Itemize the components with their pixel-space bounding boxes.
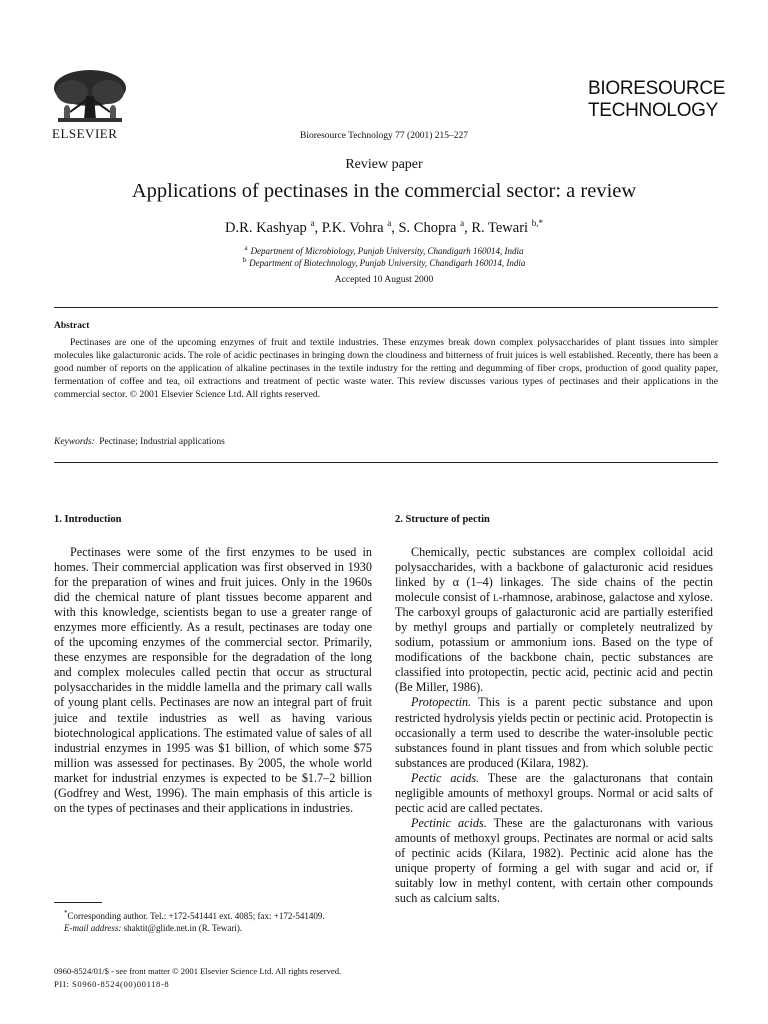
affiliation	[0, 256, 768, 268]
affiliation-text: Department of Microbiology, Punjab University, Chandigarh 160014, India	[250, 246, 524, 256]
introduction-paragraph: Pectinases were some of the first enzymes to be used in homes. Their commercial application was first observed in 1930 for the preparation of wines and fruit juices. Only in the 1960s did the chemical nature of plant tissues become apparent and with this knowledge, scientists began to use a greater range of enzymes more efficiently. As a result, pectinases are today one of the upcoming enzymes of the commercial sector. Primarily, these enzymes are responsible for the degradation of the long and complex molecules called pectin that occur as structural polysaccharides in the middle lamella and the primary call walls of young plant cells. Pectinases are now an integral part of fruit juice and textile industries as well as having various biotechnological applications. The estimated value of sales of all industrial enzymes in 1995 was $1 billion, of which some $75 million was assessed for pectinases. By 2005, the whole world market for industrial enzymes is expected to be $1.7–2 billion (Godfrey and West, 1996). The main emphasis of this article is on the types of pectinases and their applications in industries.	[54, 545, 372, 815]
pectic-acids-paragraph	[395, 771, 713, 816]
email-line	[54, 922, 372, 934]
author-affil-mark: a	[387, 218, 392, 228]
email-label: E-mail address:	[64, 923, 122, 933]
term: Pectic acids.	[411, 770, 480, 785]
structure-paragraph	[395, 545, 713, 695]
paragraph-text: These are the galacturonans that contain negligible amounts of methoxyl groups. Normal or acid salts of pectic acid are called pectates.	[395, 770, 713, 815]
accepted-date: Accepted 10 August 2000	[334, 275, 434, 285]
author-name: P.K. Vohra	[321, 219, 384, 236]
divider	[54, 462, 718, 463]
author-affil-mark: a	[460, 218, 465, 228]
email-address: shaktit@glide.net.in (R. Tewari).	[123, 923, 243, 933]
affiliation-text: Department of Biotechnology, Punjab University, Chandigarh 160014, India	[249, 258, 526, 268]
paragraph-text: This is a parent pectic substance and upon restricted hydrolysis yields pectin or pectinic acid. Protopectin is occasionally a term used to describe the water-insoluble pectic substances found in plant tissues and from which soluble pectic substances are produced (Kilara, 1982).	[395, 695, 713, 770]
affiliation	[0, 244, 768, 256]
article-title: Applications of pectinases in the commercial sector: a review	[131, 180, 637, 202]
section-heading-structure: 2. Structure of pectin	[395, 514, 490, 525]
pectinic-acids-paragraph	[395, 816, 713, 906]
author-affil-mark: b,*	[531, 218, 543, 228]
front-matter-line: 0960-8524/01/$ - see front matter © 2001 Elsevier Science Ltd. All rights reserved.	[54, 966, 342, 976]
right-column	[395, 545, 713, 906]
term: Protopectin.	[411, 695, 472, 710]
footnote-rule	[54, 902, 102, 903]
author-name: R. Tewari	[471, 219, 529, 236]
abstract-heading: Abstract	[54, 321, 90, 331]
abstract-body: Pectinases are one of the upcoming enzymes of fruit and textile industries. These enzymes break down complex polysaccharides of plant tissues into simpler molecules like galacturonic acids. The role of acidic pectinases in bringing down the cloudiness and bitterness of fruit juices is well established. Recently, there has been a good number of reports on the application of alkaline pectinases in the textile industry for the retting and degumming of fiber crops, production of good quality paper, fermentation of coffee and tea, oil extractions and treatment of pectic waste water. This review discusses various types of pectinases and their applications in the commercial sector. © 2001 Elsevier Science Ltd. All rights reserved.	[54, 337, 718, 400]
divider	[54, 307, 718, 308]
keywords	[54, 437, 225, 447]
paragraph-text: -rhamnose, arabinose, galactose and xylose. The carboxyl groups of galacturonic acid are partially esterified by methyl groups and partially or completely neutralized by sodium, potassium or ammonium ions. Based on the type of modifications of the backbone chain, pectic substances are classified into protopectin, pectic acid, pectinic acid and pectin (Be Miller, 1986).	[395, 590, 713, 695]
author-affil-mark: a	[310, 218, 315, 228]
small-caps-text: l	[493, 590, 499, 605]
keywords-label: Keywords:	[54, 437, 95, 447]
publisher-name: ELSEVIER	[52, 126, 118, 141]
corresponding-text: Corresponding author. Tel.: +172-541441 ext. 4085; fax: +172-541409.	[67, 911, 325, 921]
journal-reference: Bioresource Technology 77 (2001) 215–227	[299, 131, 469, 141]
term: Pectinic acids.	[411, 815, 487, 830]
footnote-mark: *	[64, 909, 68, 917]
author-list: D.R. Kashyap $^a$, P.K. Vohra $^a$, S. Chopra $^a$, R. Tewari $^{b,*}$	[225, 218, 543, 236]
journal-logo-line1: BIORESOURCE	[588, 78, 726, 99]
journal-logo-line2: TECHNOLOGY	[588, 100, 719, 121]
paragraph-text: These are the galacturonans with various amounts of methoxyl groups. Pectinates are normal or acid salts of pectinic acids (Kilara, 1982). Pectinic acid alone has the unique property of forming a gel with sugar and acid or, if suitably low in methyl content, with certain other compounds such as calcium salts.	[395, 815, 713, 906]
section-heading-introduction: 1. Introduction	[54, 514, 122, 525]
left-column	[54, 545, 372, 816]
corresponding-author	[54, 907, 372, 922]
affiliation-mark: a	[244, 244, 248, 252]
paragraph-text: Chemically, pectic substances are complex colloidal acid polysaccharides, with a backbone of galacturonic acid residues linked by α (1–4) linkages. The side chains of the pectin molecule consist of	[395, 545, 713, 605]
keywords-text: Pectinase; Industrial applications	[99, 437, 225, 447]
protopectin-paragraph	[395, 695, 713, 770]
pii-line: PII: S0960-8524(00)00118-8	[54, 979, 170, 989]
affiliation-mark: b	[242, 256, 247, 264]
journal-logo	[588, 78, 726, 122]
footnote	[54, 907, 372, 934]
article-type: Review paper	[345, 157, 423, 172]
author-name: S. Chopra	[398, 219, 457, 236]
author-name: D.R. Kashyap	[225, 219, 307, 236]
